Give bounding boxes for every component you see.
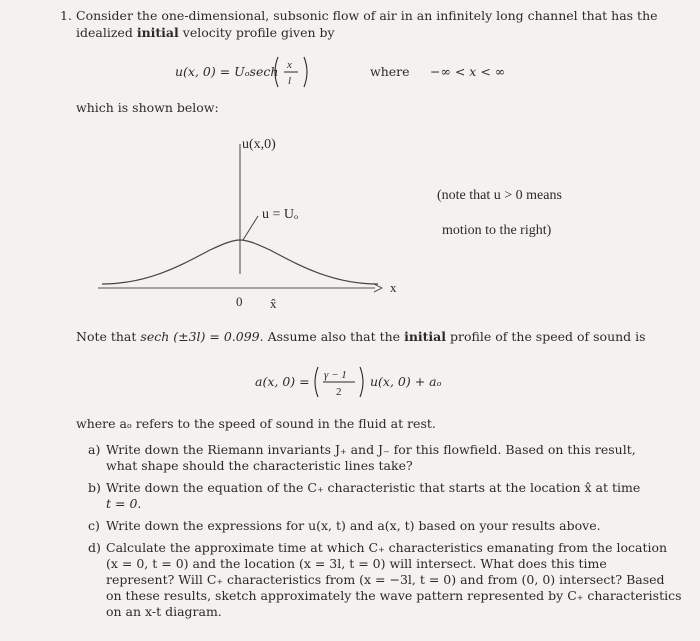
sound-note-expr: sech (±3l) = 0.099.	[140, 329, 264, 344]
note-line-1: (note that u > 0 means	[437, 188, 562, 203]
problem-number: 1.	[60, 8, 72, 23]
intro-prefix: idealized	[76, 25, 133, 40]
note-line-2: motion to the right)	[442, 223, 552, 238]
where-ao-line: where aₒ refers to the speed of sound in the fluid at rest.	[76, 416, 436, 431]
part-d-label: d)	[88, 540, 101, 555]
part-d-line-2: (x = 0, t = 0) and the location (x = 3l, t = 0) will intersect. What does this time	[106, 556, 607, 571]
intro-line-2	[76, 25, 335, 41]
sound-note	[76, 329, 646, 345]
part-c-label: c)	[88, 518, 100, 533]
sound-note-mid: Assume also that the	[267, 329, 401, 344]
shown-below-text: which is shown below:	[76, 100, 219, 115]
part-a-label: a)	[88, 442, 101, 457]
frac-denominator: 2	[336, 386, 342, 398]
intro-suffix: velocity profile given by	[182, 25, 335, 40]
velocity-eq-lhs: u(x, 0) = Uₒsech	[175, 64, 279, 79]
left-paren	[315, 367, 318, 397]
part-a-line-1: Write down the Riemann invariants J₊ and J₋ for this flowfield. Based on this result,	[106, 442, 636, 457]
frac-denominator: l	[288, 75, 292, 87]
sound-eq-lhs: a(x, 0) =	[255, 374, 310, 389]
frac-numerator: γ − 1	[324, 369, 347, 381]
where-label: where	[370, 64, 410, 79]
part-a-line-2: what shape should the characteristic lines take?	[106, 458, 413, 473]
part-c-line-1: Write down the expressions for u(x, t) and a(x, t) based on your results above.	[106, 518, 601, 533]
right-paren	[304, 57, 307, 87]
part-b-line-2: t = 0.	[106, 496, 142, 511]
right-paren	[360, 367, 363, 397]
domain-range: −∞ < x < ∞	[430, 64, 506, 79]
sound-eq-fraction	[310, 364, 368, 400]
x-axis-label: x	[390, 280, 397, 295]
part-b-label: b)	[88, 480, 101, 495]
x-axis-arrow	[374, 284, 382, 292]
part-d-line-5: on an x-t diagram.	[106, 604, 222, 619]
sound-eq-rhs: u(x, 0) + aₒ	[370, 374, 442, 389]
sound-note-prefix: Note that	[76, 329, 137, 344]
xhat-label: x̂	[270, 296, 277, 311]
intro-line-1: Consider the one-dimensional, subsonic flow of air in an infinitely long channel that has the	[76, 8, 658, 23]
peak-label: u = Uₒ	[262, 207, 299, 222]
velocity-profile-figure	[0, 120, 700, 320]
y-axis-label: u(x,0)	[242, 137, 276, 152]
part-d-line-1: Calculate the approximate time at which C₊ characteristics emanating from the location	[106, 540, 668, 555]
intro-bold-initial: initial	[136, 25, 179, 40]
peak-pointer	[243, 216, 258, 240]
part-d-line-4: on these results, sketch approximately the wave pattern represented by C₊ characteristics	[106, 588, 682, 603]
part-b-line-1: Write down the equation of the C₊ characteristic that starts at the location x̂ at time	[106, 480, 641, 495]
origin-label: 0	[236, 294, 243, 309]
sound-note-suffix: profile of the speed of sound is	[450, 329, 646, 344]
frac-numerator: x	[287, 59, 292, 71]
part-d-line-3: represent? Will C₊ characteristics from (x = −3l, t = 0) and from (0, 0) intersect? Based	[106, 572, 665, 587]
sound-note-bold-initial: initial	[404, 329, 447, 344]
left-paren	[275, 57, 278, 87]
velocity-equation	[175, 64, 278, 80]
velocity-eq-fraction	[270, 54, 314, 90]
